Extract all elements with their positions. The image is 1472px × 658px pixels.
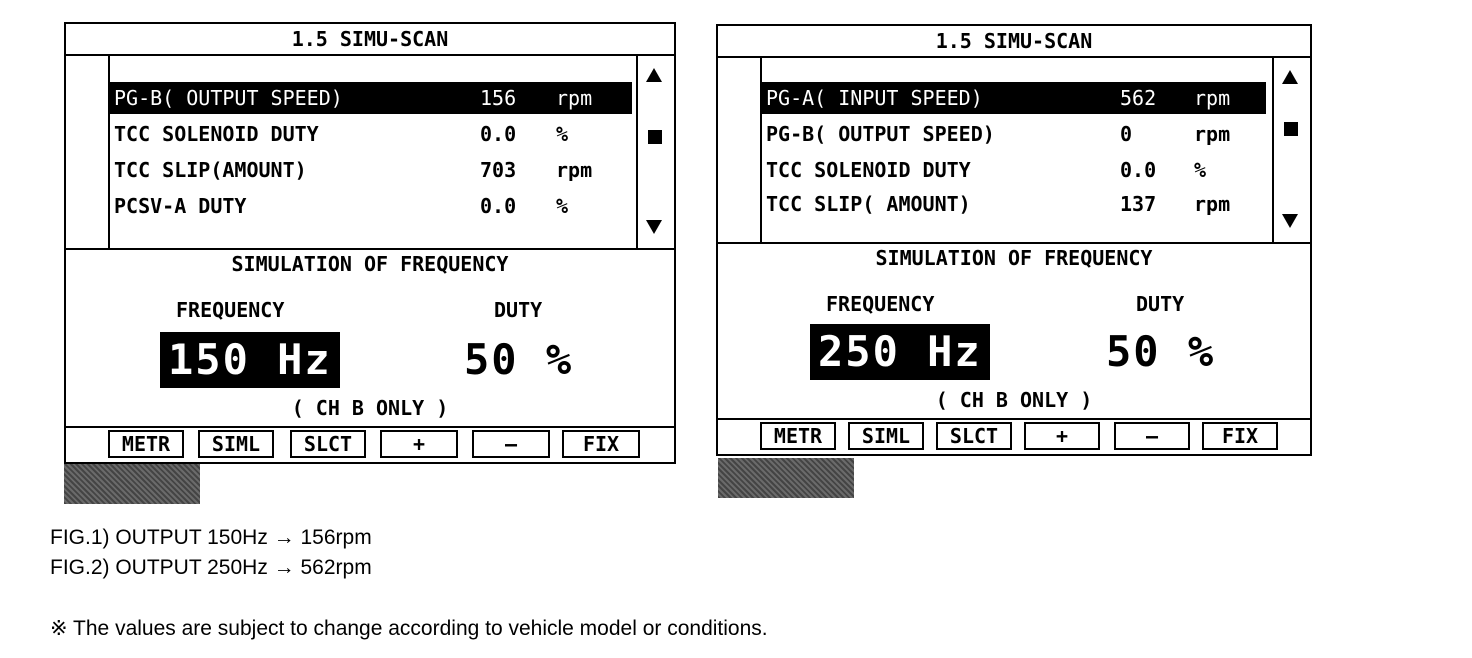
scan-screen-2 <box>716 24 1312 456</box>
fig1-label-tag <box>64 464 200 504</box>
slct-button[interactable]: SLCT <box>290 430 366 458</box>
function-key-bar <box>718 418 1310 454</box>
list-item[interactable]: PG-B( OUTPUT SPEED) 0 rpm <box>766 122 1231 146</box>
data-list <box>718 58 1310 244</box>
frequency-value[interactable]: 150 Hz <box>160 332 340 388</box>
metr-button[interactable]: METR <box>760 422 836 450</box>
list-item[interactable]: PCSV-A DUTY 0.0 % <box>114 194 569 218</box>
siml-button[interactable]: SIML <box>848 422 924 450</box>
siml-button[interactable]: SIML <box>198 430 274 458</box>
frequency-label: FREQUENCY <box>826 292 935 316</box>
list-item[interactable]: PG-A( INPUT SPEED) 562 rpm <box>762 82 1266 114</box>
scroll-up-icon[interactable] <box>1282 70 1298 84</box>
duty-value: 50 % <box>464 335 574 384</box>
list-item[interactable]: TCC SOLENOID DUTY 0.0 % <box>766 158 1207 182</box>
fig2-label-tag <box>718 458 854 498</box>
fig2-caption: FIG.2) OUTPUT 250Hz → 562rpm <box>50 556 372 579</box>
disclaimer-note: ※ The values are subject to change according to vehicle model or conditions. <box>50 617 768 640</box>
minus-button[interactable]: — <box>1114 422 1190 450</box>
data-list <box>66 56 674 250</box>
simulation-title: SIMULATION OF FREQUENCY <box>875 246 1153 270</box>
list-item[interactable]: TCC SOLENOID DUTY 0.0 % <box>114 122 569 146</box>
fix-button[interactable]: FIX <box>1202 422 1278 450</box>
function-key-bar <box>66 426 674 462</box>
scroll-thumb[interactable] <box>648 130 662 144</box>
scroll-up-icon[interactable] <box>646 68 662 82</box>
scroll-thumb[interactable] <box>1284 122 1298 136</box>
fix-button[interactable]: FIX <box>562 430 640 458</box>
screen-title: 1.5 SIMU-SCAN <box>66 24 674 56</box>
metr-button[interactable]: METR <box>108 430 184 458</box>
scan-screen-1 <box>64 22 676 464</box>
plus-button[interactable]: + <box>380 430 458 458</box>
scroll-down-icon[interactable] <box>646 220 662 234</box>
simulation-title: SIMULATION OF FREQUENCY <box>231 252 509 276</box>
channel-note: ( CH B ONLY ) <box>291 396 449 420</box>
list-item[interactable]: TCC SLIP( AMOUNT) 137 rpm <box>766 192 1231 216</box>
frequency-label: FREQUENCY <box>176 298 285 322</box>
fig1-caption: FIG.1) OUTPUT 150Hz → 156rpm <box>50 526 372 549</box>
scrollbar[interactable] <box>636 56 674 248</box>
scrollbar[interactable] <box>1272 58 1310 242</box>
slct-button[interactable]: SLCT <box>936 422 1012 450</box>
frequency-value[interactable]: 250 Hz <box>810 324 990 380</box>
plus-button[interactable]: + <box>1024 422 1100 450</box>
screen-title: 1.5 SIMU-SCAN <box>718 26 1310 58</box>
duty-value: 50 % <box>1106 327 1216 376</box>
duty-label: DUTY <box>494 298 543 322</box>
duty-label: DUTY <box>1136 292 1185 316</box>
minus-button[interactable]: — <box>472 430 550 458</box>
scroll-down-icon[interactable] <box>1282 214 1298 228</box>
channel-note: ( CH B ONLY ) <box>935 388 1093 412</box>
list-item[interactable]: TCC SLIP(AMOUNT) 703 rpm <box>114 158 593 182</box>
list-item[interactable]: PG-B( OUTPUT SPEED) 156 rpm <box>110 82 632 114</box>
